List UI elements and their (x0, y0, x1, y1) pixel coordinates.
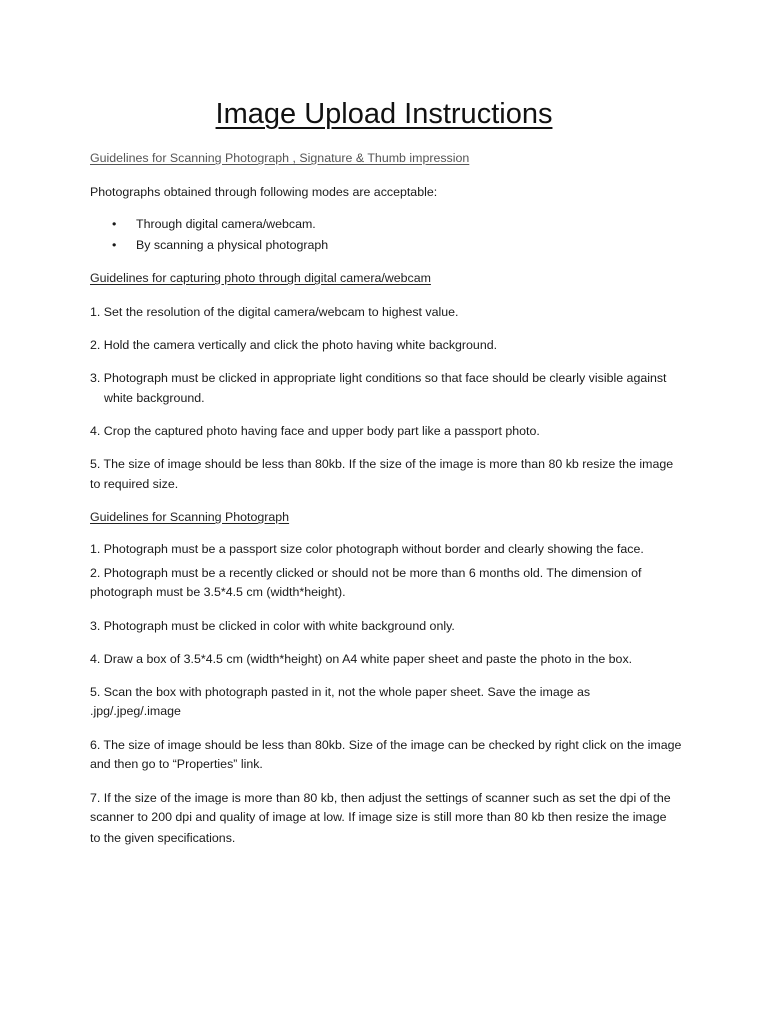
intro-text: Photographs obtained through following modes are acceptable: (90, 185, 438, 199)
camera-step-5-continued: to required size. (90, 477, 179, 491)
bullet-item-scanning: By scanning a physical photograph (136, 238, 329, 252)
heading-scanning-signature-thumb: Guidelines for Scanning Photograph , Signature & Thumb impression (90, 151, 470, 165)
scan-step-4: 4. Draw a box of 3.5*4.5 cm (width*height) on A4 white paper sheet and paste the photo in the box. (90, 652, 633, 666)
scan-step-3: 3. Photograph must be clicked in color with white background only. (90, 619, 455, 633)
scan-step-2-continued: photograph must be 3.5*4.5 cm (width*height). (90, 585, 346, 599)
scan-step-7-continued-2: to the given specifications. (90, 831, 236, 845)
scan-step-6-continued: and then go to “Properties” link. (90, 757, 263, 771)
camera-step-3-continued: white background. (104, 391, 205, 405)
scan-step-1: 1. Photograph must be a passport size color photograph without border and clearly showing the face. (90, 542, 644, 556)
scan-step-2: 2. Photograph must be a recently clicked or should not be more than 6 months old. The dimension of (90, 566, 642, 580)
scan-step-7: 7. If the size of the image is more than 80 kb, then adjust the settings of scanner such as set the dpi of the (90, 791, 671, 805)
camera-step-3: 3. Photograph must be clicked in appropriate light conditions so that face should be clearly visible against (90, 371, 667, 385)
scan-step-5-continued: .jpg/.jpeg/.image (90, 704, 181, 718)
camera-step-4: 4. Crop the captured photo having face and upper body part like a passport photo. (90, 424, 540, 438)
bullet-marker: • (112, 238, 117, 252)
bullet-item-camera: Through digital camera/webcam. (136, 217, 316, 231)
camera-step-2: 2. Hold the camera vertically and click the photo having white background. (90, 338, 498, 352)
scan-step-7-continued: scanner to 200 dpi and quality of image at low. If image size is still more than 80 kb then resize the image (90, 810, 667, 824)
bullet-marker: • (112, 217, 117, 231)
scan-step-6: 6. The size of image should be less than 80kb. Size of the image can be checked by right click on the image (90, 738, 682, 752)
camera-step-1: 1. Set the resolution of the digital camera/webcam to highest value. (90, 305, 459, 319)
heading-scanning-photograph: Guidelines for Scanning Photograph (90, 510, 290, 524)
page-title: Image Upload Instructions (215, 98, 553, 130)
scan-step-5: 5. Scan the box with photograph pasted in it, not the whole paper sheet. Save the image as (90, 685, 591, 699)
camera-step-5: 5. The size of image should be less than 80kb. If the size of the image is more than 80 kb resize the image (90, 457, 674, 471)
heading-camera-guidelines: Guidelines for capturing photo through digital camera/webcam (90, 271, 431, 285)
